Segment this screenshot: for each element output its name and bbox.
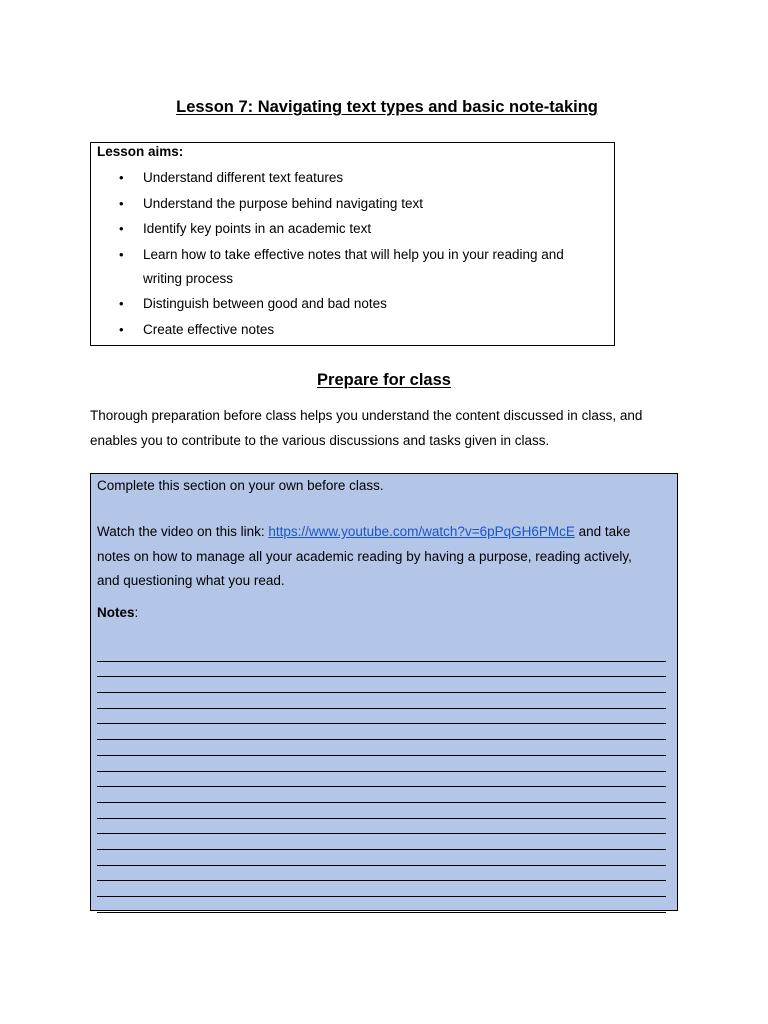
note-line[interactable] bbox=[97, 850, 666, 866]
lesson-aims-list bbox=[91, 166, 614, 343]
watch-suffix: and take notes on how to manage all your academic reading by having a purpose, reading actively, and questioning what you read. bbox=[97, 524, 632, 588]
lesson-aim-item: • Create effective notes bbox=[91, 318, 614, 342]
note-line[interactable] bbox=[97, 803, 666, 819]
lesson-aims-heading: Lesson aims: bbox=[97, 144, 184, 159]
video-link[interactable]: https://www.youtube.com/watch?v=6pPqGH6PMcE bbox=[268, 524, 575, 539]
note-line[interactable] bbox=[97, 724, 666, 740]
note-line[interactable] bbox=[97, 881, 666, 897]
note-line[interactable] bbox=[97, 787, 666, 803]
preparation-box bbox=[90, 473, 678, 911]
lesson-aim-item: • Learn how to take effective notes that will help you in your reading and writing process bbox=[91, 243, 614, 291]
note-line[interactable] bbox=[97, 819, 666, 835]
notes-label-colon: : bbox=[134, 605, 139, 620]
note-line[interactable] bbox=[97, 834, 666, 850]
note-line[interactable] bbox=[97, 662, 666, 678]
note-line[interactable] bbox=[97, 866, 666, 882]
watch-prefix: Watch the video on this link: bbox=[97, 524, 269, 539]
lesson-aims-box bbox=[90, 142, 615, 346]
note-line[interactable] bbox=[97, 772, 666, 788]
prepare-section-title: Prepare for class bbox=[317, 371, 451, 389]
lesson-aim-item: • Identify key points in an academic text bbox=[91, 217, 614, 241]
prep-instruction: Complete this section on your own before class. bbox=[97, 478, 384, 493]
notes-label bbox=[97, 605, 138, 620]
note-line[interactable] bbox=[97, 646, 666, 662]
note-line[interactable] bbox=[97, 756, 666, 772]
note-line[interactable] bbox=[97, 740, 666, 756]
lesson-aim-item: • Distinguish between good and bad notes bbox=[91, 292, 614, 316]
lesson-aim-item: • Understand different text features bbox=[91, 166, 614, 190]
note-line[interactable] bbox=[97, 709, 666, 725]
notes-writing-area[interactable] bbox=[97, 646, 666, 913]
notes-label-text: Notes bbox=[97, 605, 135, 620]
lesson-aim-item: • Understand the purpose behind navigating text bbox=[91, 192, 614, 216]
watch-video-paragraph bbox=[97, 520, 657, 594]
note-line[interactable] bbox=[97, 897, 666, 913]
prepare-intro-paragraph: Thorough preparation before class helps you understand the content discussed in class, and enables you to contribute to the various discussions and tasks given in class. bbox=[90, 408, 643, 448]
note-line[interactable] bbox=[97, 693, 666, 709]
page-title: Lesson 7: Navigating text types and basic note-taking bbox=[176, 98, 598, 116]
note-line[interactable] bbox=[97, 677, 666, 693]
